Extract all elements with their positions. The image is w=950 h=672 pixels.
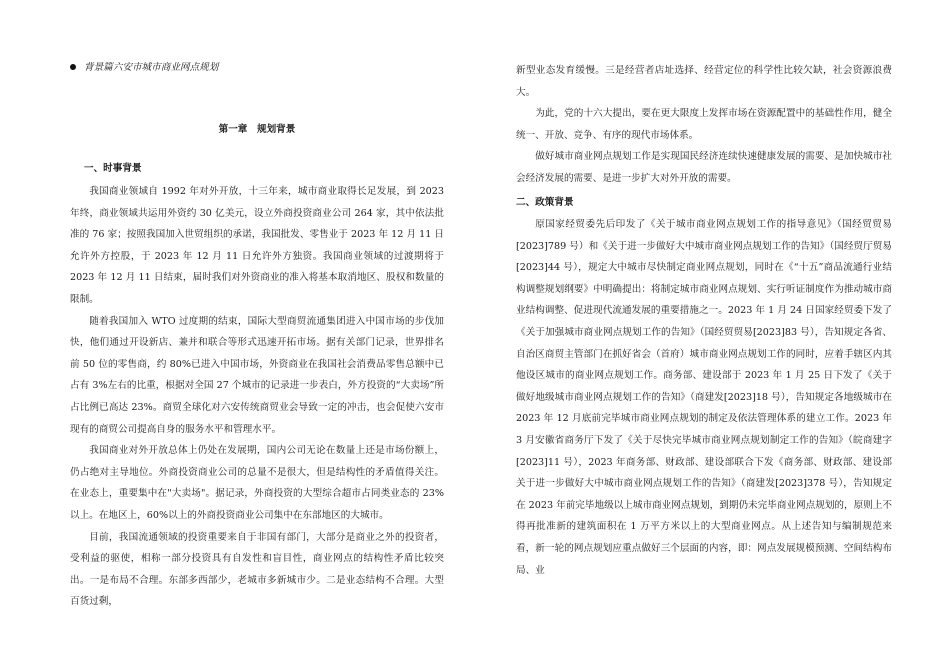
section-heading-2: 二、政策背景 [516, 197, 574, 208]
paragraph: 新型业态发育缓慢。三是经营者店址选择、经营定位的科学性比较欠缺，社会资源浪费大。 [516, 65, 892, 98]
header-text: 背景篇六安市城市商业网点规划 [84, 62, 219, 73]
left-column [70, 181, 444, 613]
bullet-icon [70, 64, 76, 70]
paragraph: 为此，党的十六大提出，要在更大限度上发挥市场在资源配置中的基础性作用，健全统一、开放、竞争、有序的现代市场体系。 [516, 108, 892, 141]
right-column-top [516, 60, 892, 190]
page-header [70, 60, 218, 76]
section-heading-1: 一、时事背景 [84, 163, 142, 174]
paragraph: 做好城市商业网点规划工作是实现国民经济连续快速健康发展的需要、是加快城市社会经济发展的需要、是进一步扩大对外开放的需要。 [516, 151, 892, 184]
right-column-bottom [516, 214, 892, 581]
chapter-title: 第一章 规划背景 [218, 124, 296, 135]
paragraph: 目前，我国流通领域的投资重要来自于非国有部门，大部分是商业之外的投资者，受利益的驱使，相称一部分投资具有自发性和盲目性，商业网点的结构性矛盾比较突出。一是布局不合理。东部多西部少，老城市多新城市少。二是业态结构不合理。大型百货过剩， [70, 531, 444, 608]
paragraph: 我国商业对外开放总体上仍处在发展期，国内公司无论在数量上还是市场份额上，仍占绝对主导地位。外商投资商业公司的总量不是很大，但是结构性的矛盾值得关注。在业态上，重要集中在"大卖场"。据记录，外商投资的大型综合超市占同类业态的 23%以上。在地区上，60%以上的外商投资商业公司集中在东部地区的大城市。 [70, 445, 444, 521]
paragraph: 我国商业领域自 1992 年对外开放，十三年来，城市商业取得长足发展，到 2023 年终，商业领域共运用外资约 30 亿美元，设立外商投资商业公司 264 家，其中依法批准的 76 家；按照我国加入世贸组织的承诺，我国批发、零售业于 2023 年 12 月 11 日允许外方控股，于 2023 年 12 月 11 日允许外方独资。我国商业领域的过渡期将于 2023 年 12 月 11 日结束，届时我们对外资商业的准入将基本取消地区、股权和数量的限制。 [70, 186, 444, 305]
paragraph: 原国家经贸委先后印发了《关于城市商业网点规划工作的指导意见》（国经贸贸易[2023]789 号）和《关于进一步做好大中城市商业网点规划工作的告知》（国经贸厅贸易[2023]44 号），规定大中城市尽快制定商业网点规划，同时在《“十五”商品流通行业结构调整规划纲要》中明确提出：将制定城市商业网点规划、实行听证制度作为推动城市商业结构调整、促进现代流通发展的重要措施之一。2023 年 1 月 24 日国家经贸委下发了《关于加强城市商业网点规划工作的告知》（国经贸贸易[2023]83 号），告知规定各省、自治区商贸主管部门在抓好省会（首府）城市商业网点规划工作的同时，应着手辖区内其他设区城市的商业网点规划工作。商务部、建设部于 2023 年 1 月 25 日下发了《关于做好地级城市商业网点规划工作的告知》（商建发[2023]18 号），告知规定各地级城市在 2023 年 12 月底前完毕城市商业网点规划的制定及依法管理体系的建立工作。2023 年 3 月安徽省商务厅下发了《关于尽快完毕城市商业网点规划制定工作的告知》（皖商建字[2023]11 号），2023 年商务部、财政部、建设部联合下发《商务部、财政部、建设部关于进一步做好大中城市商业网点规划工作的告知》（商建发[2023]378 号），告知规定在 2023 年前完毕地级以上城市商业网点规划，到期仍未完毕商业网点规划的，原则上不得再批准新的建筑面积在 1 万平方米以上的大型商业网点。从上述告知与编制规范来看，新一轮的网点规划应重点做好三个层面的内容，即：网点发展规模预测、空间结构布局、业 [516, 219, 892, 576]
paragraph: 随着我国加入 WTO 过度期的结束，国际大型商贸流通集团进入中国市场的步伐加快，他们通过开设新店、兼并和联合等形式迅速开拓市场。据有关部门记录，世界排名前 50 位的零售商，约 80%已进入中国市场，外资商业在我国社会消费品零售总额中已占有 3%左右的比重，根据对全国 27 个城市的记录进一步表白，外方投资的“大卖场”所占比例已高达 23%。商贸全球化对六安传统商贸业会导致一定的冲击，也会促使六安市现有的商贸公司提高自身的服务水平和管理水平。 [70, 315, 444, 435]
